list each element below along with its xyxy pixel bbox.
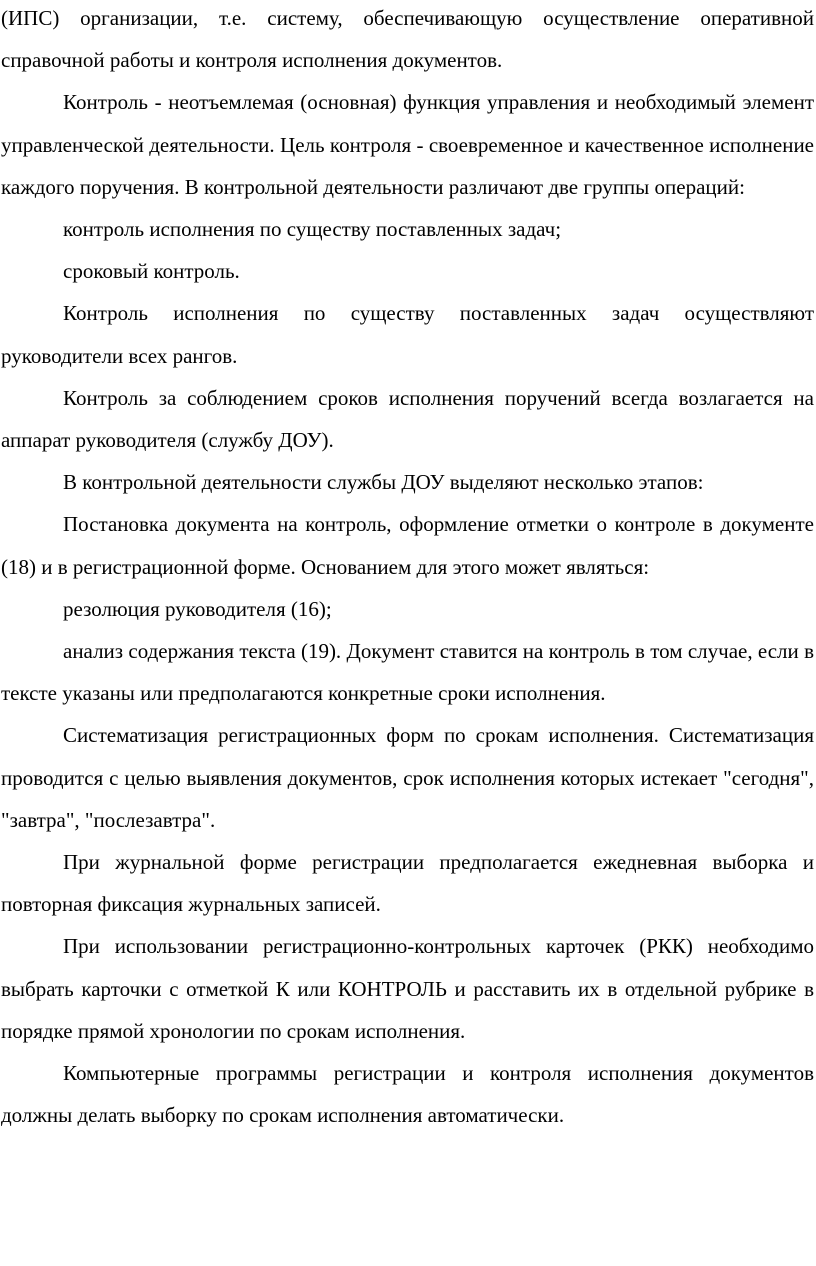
paragraph-stage-systematization: Систематизация регистрационных форм по срокам исполнения. Систематизация проводится с целью выявления документов, срок исполнения которых истекает "сегодня", "завтра", "послезавтра". [1, 723, 814, 832]
list-item-deadline-control: сроковый контроль. [63, 259, 240, 284]
paragraph-stages-intro: В контрольной деятельности службы ДОУ выделяют несколько этапов: [63, 470, 704, 495]
paragraph-managers-control: Контроль исполнения по существу поставленных задач осуществляют руководители всех рангов. [1, 301, 814, 368]
list-item-substance-control: контроль исполнения по существу поставленных задач; [63, 217, 562, 242]
paragraph-stage-registration: Постановка документа на контроль, оформление отметки о контроле в документе (18) и в регистрационной форме. Основанием для этого может являться: [1, 512, 814, 579]
paragraph-rkk-cards: При использовании регистрационно-контрольных карточек (РКК) необходимо выбрать карточки с отметкой К или КОНТРОЛЬ и расставить их в отдельной рубрике в порядке прямой хронологии по срокам исполнения. [1, 934, 814, 1043]
paragraph-control-definition: Контроль - неотъемлемая (основная) функция управления и необходимый элемент управленческой деятельности. Цель контроля - своевременное и качественное исполнение каждого поручения. В контрольной деятельности различают две группы операций: [1, 90, 814, 199]
paragraph-deadline-apparatus: Контроль за соблюдением сроков исполнения поручений всегда возлагается на аппарат руководителя (службу ДОУ). [1, 385, 814, 453]
paragraph-journal-form: При журнальной форме регистрации предполагается ежедневная выборка и повторная фиксация журнальных записей. [1, 850, 814, 917]
list-item-resolution: резолюция руководителя (16); [63, 596, 332, 621]
list-item-text-analysis: анализ содержания текста (19). Документ ставится на контроль в том случае, если в тексте указаны или предполагаются конкретные сроки исполнения. [1, 639, 814, 706]
paragraph-ips-continuation: (ИПС) организации, т.е. систему, обеспечивающую осуществление оперативной справочной работы и контроля исполнения документов. [1, 6, 814, 73]
paragraph-computer-programs: Компьютерные программы регистрации и контроля исполнения документов должны делать выборку по срокам исполнения автоматически. [1, 1061, 814, 1128]
